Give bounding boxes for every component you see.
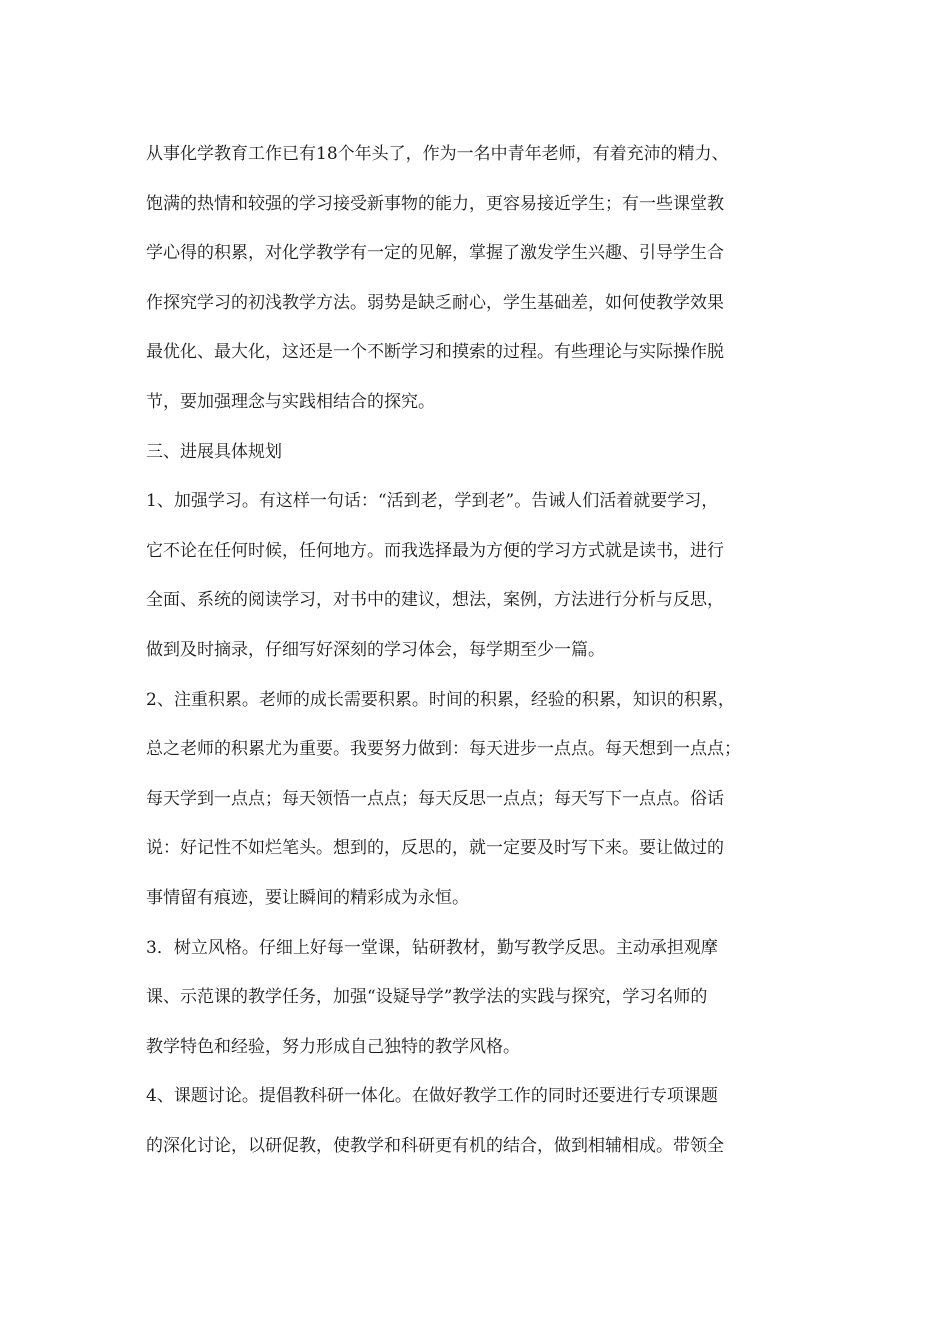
text-line: 3．树立风格。仔细上好每一堂课，钻研教材，勤写教学反思。主动承担观摩	[146, 937, 718, 958]
text-line: 教学特色和经验，努力形成自己独特的教学风格。	[146, 1036, 520, 1057]
text-line: 作探究学习的初浅教学方法。弱势是缺乏耐心，学生基础差，如何使教学效果	[146, 292, 724, 313]
text-line: 4、课题讨论。提倡教科研一体化。在做好教学工作的同时还要进行专项课题	[146, 1086, 718, 1107]
text-line: 学心得的积累，对化学教学有一定的见解，掌握了激发学生兴趣、引导学生合	[146, 243, 724, 264]
text-line: 饱满的热情和较强的学习接受新事物的能力，更容易接近学生；有一些课堂教	[146, 193, 724, 214]
section-heading: 三、进展具体规划	[146, 441, 282, 462]
text-line: 事情留有痕迹，要让瞬间的精彩成为永恒。	[146, 887, 469, 908]
text-line: 2、注重积累。老师的成长需要积累。时间的积累，经验的积累，知识的积累，	[146, 689, 735, 710]
text-line: 节，要加强理念与实践相结合的探究。	[146, 391, 435, 412]
text-line: 课、示范课的教学任务，加强“设疑导学”教学法的实践与探究，学习名师的	[146, 987, 708, 1008]
text-line: 的深化讨论，以研促教，使教学和科研更有机的结合，做到相辅相成。带领全	[146, 1135, 724, 1156]
body-text	[146, 130, 808, 1171]
text-line: 从事化学教育工作已有18个年头了，作为一名中青年老师，有着充沛的精力、	[146, 144, 729, 164]
text-line: 说：好记性不如烂笔头。想到的，反思的，就一定要及时写下来。要让做过的	[146, 838, 724, 859]
text-line: 全面、系统的阅读学习，对书中的建议，想法，案例，方法进行分析与反思，	[146, 590, 724, 611]
text-line: 最优化、最大化，这还是一个不断学习和摸索的过程。有些理论与实际操作脱	[146, 342, 724, 363]
text-line: 总之老师的积累尤为重要。我要努力做到：每天进步一点点。每天想到一点点；	[146, 739, 741, 760]
text-line: 1、加强学习。有这样一句话：“活到老，学到老”。告诫人们活着就要学习，	[146, 491, 719, 512]
text-line: 做到及时摘录，仔细写好深刻的学习体会，每学期至少一篇。	[146, 639, 605, 660]
text-line: 每天学到一点点；每天领悟一点点；每天反思一点点；每天写下一点点。俗话	[146, 788, 724, 809]
text-line: 它不论在任何时候，任何地方。而我选择最为方便的学习方式就是读书，进行	[146, 540, 724, 561]
